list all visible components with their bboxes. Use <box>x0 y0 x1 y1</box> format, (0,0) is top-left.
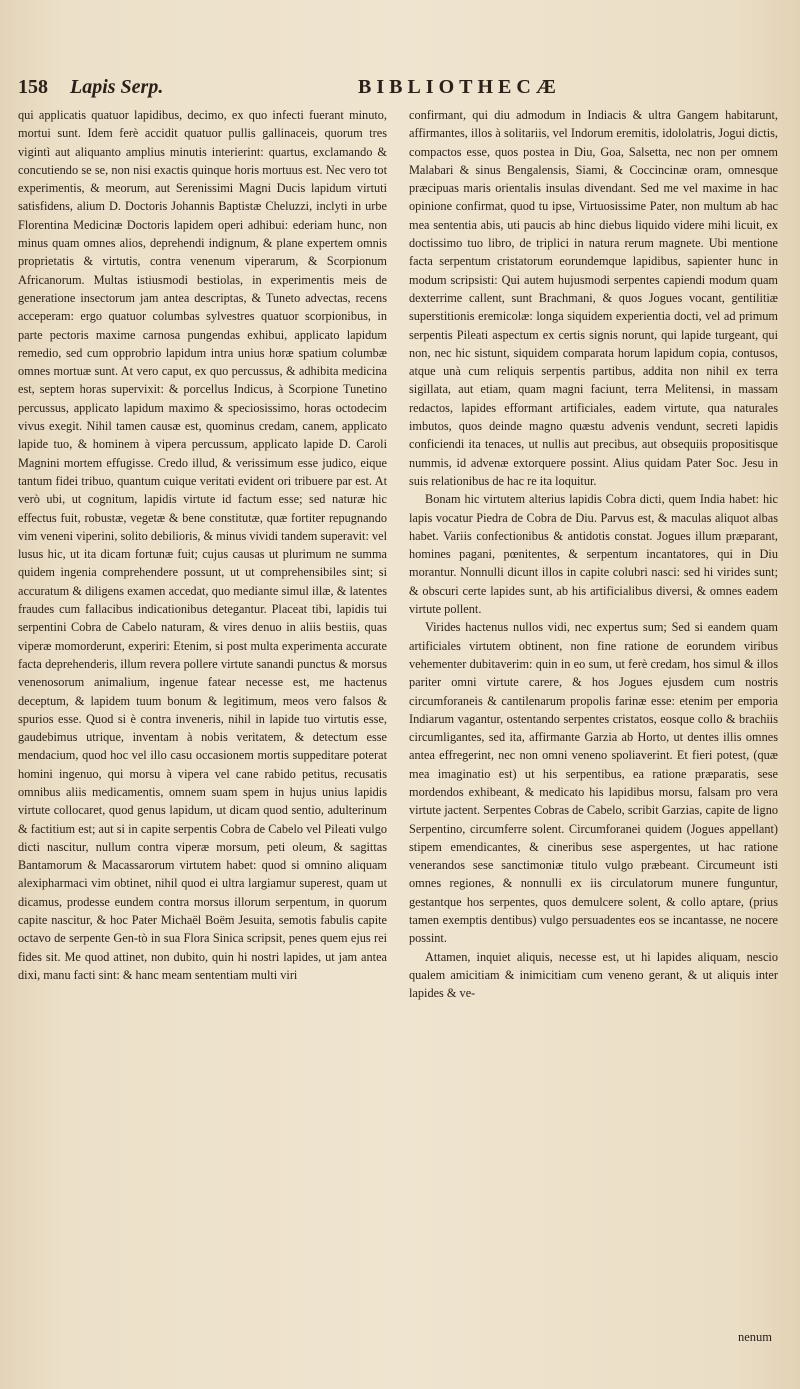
paragraph: Bonam hic virtutem alterius lapidis Cobra dicti, quem India habet: hic lapis vocatur Piedra de Cobra de Diu. Parvus est, & maculas aliquot albas habet. Variis confectionibus & antidotis constat. Jogues illum præparant, homines pagani, pœnitentes, & serpentum incantatores, qui in Diu morantur. Nonnulli dicunt illos in capite colubri nasci: sed hi virides sunt; & obscuri certe lapides sunt, ab his artificialibus diversi, & omnes eadem virtute pollent. <box>409 492 778 617</box>
paragraph: Virides hactenus nullos vidi, nec expertus sum; Sed si eandem quam artificiales virtutem obtinent, non fine ratione de eorundem viribus vehementer dubitaverim: quin in eo sum, ut ferè credam, hos simul & illos pariter omni virtute carere, & hos Jogues ejusdem cum nostris circumforaneis & cantilenarum propolis farinæ esse: etenim per emporia Indiarum vagantur, ostentando serpentes cristatos, eosque collo & brachiis circumligantes, sed ita, affirmante Garzia ab Horto, ut dentes illis omnes antea effregerint, nec non omni veneno spoliaverint. Et fieri potest, (quæ mea imaginatio est) ut his serpentibus, ea ratione præparatis, sese mordendos exhibeant, & medicato his lapidibus morsu, falsam pro vera virtute jactent. Serpentes Cobras de Cabelo, scribit Garzias, capite de ligno Serpentino, circumferre solent. Circumforanei quidem (Jogues appellant) stipem emendicantes, & cineribus sese aspergentes, ut hac ratione venerandos sese sanctimoniæ titulo vulgo præbeant. Circumeunt isti omnes regiones, & nonnulli ex iis circulatorum munere funguntur, gestantque hos serpentes, quos demulcere solent, & collo aptare, (prius tamen exemptis dentibus) vulgo persuadentes eos se incantasse, ne nocere possint. <box>409 620 778 946</box>
paragraph: qui applicatis quatuor lapidibus, decimo, ex quo infecti fuerant minuto, mortui sunt. Idem ferè accidit quatuor pullis gallinaceis, quorum tres vigintì aut aliquanto amplius minutis interierint: quartus, exclamando & concutiendo se se, non nisi exactis quinque horis mortuus est. Nec vero tot experimentis, & meorum, aut Serenissimi Magni Ducis lapidum virtuti satisfidens, alium D. Doctoris Johannis Baptistæ Cheluzzi, inclyti in urbe Florentina Medicinæ Doctoris lapidem operi adhibui: ederiam hunc, non minus quam omnes alios, deprehendi indignum, & plane expertem omnis proprietatis & virtutis, contra venenum viperarum, & Scorpionum Africanorum. Multas istiusmodi bestiolas, in experimentis meis de generatione insectorum jam antea descriptas, & Tuneto advectas, recens acceperam: ergo quatuor columbas sylvestres quatuor scorpionibus, in parte pectoris maxime carnosa pungendas exhibui, applicato lapidum remedio, sed cum opprobrio lapidum intra unius horæ spatium columbæ omnes mortuæ sunt. At vero caput, ex quo percussus, & adhibita medicina est, septem horas supervixit: & porcellus Indicus, à Scorpione Tunetino percussus, applicato lapidum maximo & speciosissimo, horas octodecim vivus exegit. Nihil tamen causæ est, quominus credam, canem, applicato lapide tuo, & hominem à vipera percussum, applicato lapide D. Caroli Magnini mortem effugisse. Credo illud, & verissimum esse judico, eique tantum fidei tribuo, quantum cuique veritati evident ori tribuere par est. At verò ubi, ut cognitum, lapidis virtute id factum esse; sed naturæ hic effectus fuit, robustæ, vegetæ & bene constitutæ, quæ fortiter repugnando vim veneni viperini, solito debilioris, & minus vividi tandem superavit: vel lusus hic, ut ita dicam fortunæ fuit; cujus causas ut plurimum ne summa quidem ingenia comprehendere possunt, ut ut comprehensibiles sint; si accuratum & diligens examen accedat, quo mediante simul illæ, & latentes fraudes cum fallacibus indicationibus detegantur. Placeat tibi, lapidis tui serpentini Cobra de Cabelo naturam, & vires denuo in aliis bestiis, quas viperæ momorderunt, experiri: Etenim, si post multa experimenta accurate facta deprehenderis, illum revera pollere virtute sanandi punctus & morsus venenosorum animalium, ingenue fatear necesse est, me hactenus deceptum, & lapidem tuum bonum & legitimum, meos vero falsos & spurios esse. Quod si è contra inveneris, nihil in lapide tuo virtutis esse, gaudebimus utrique, inventam à nobis veritatem, & detectum esse mendacium, quod hoc vel illo casu occasionem mortis suppeditare poterat homini ingenuo, qui morsu à vipera vel cane rabido petitus, recusatis omnibus aliis medicamentis, omnem suam spem in hujus unius lapidis virtute collocaret, quod genus lapidum, ut dicam quod sentio, adulterinum & factitium est; aut si in capite serpentis Cobra de Cabelo vel Pileati vulgo dicti nascitur, nullum contra viperæ morsum, peti oleum, & sagittas Bantamorum & Macassarorum virtutem habet: quod si omnino aliquam alexipharmaci vim obtinet, nihil quod ei ultra largiamur superest, quam ut dicamus, prodesse eundem contra morsus illorum serpentum, in quorum capite nascitur, & hoc Pater Michaël Boëm Jesuita, semotis fabulis capite octavo de serpente Gen-tò in sua Flora Sinica scripsit, penes quem ejus rei fides sit. Me quod attinet, non dubito, quin hi nostri lapides, ut jam antea dixi, manu facti sint: & hanc meam sententiam multi viri <box>18 108 387 982</box>
text-columns <box>18 106 778 1381</box>
left-column <box>18 106 387 1381</box>
page-header <box>18 76 778 102</box>
paragraph: confirmant, qui diu admodum in Indiacis & ultra Gangem habitarunt, affirmantes, illos à solitariis, vel Indorum eremitis, idololatris, Jogui dictis, compactos esse, quos postea in Diu, Goa, Salsetta, nec non per omnem Malabari & sinus Bengalensis, Siami, & Coccincinæ oram, omnesque præcipuas maris orientalis insulas divendant. Sed me vel maxime in hac opinione confirmat, quod tu ipse, Virtuosissime Pater, non multum ab hac mea sententia abis, uti paucis ab hinc diebus liquido videre mihi licuit, ex doctissimo tuo libro, de triplici in natura rerum magnete. Ubi mentione facta serpentum cristatorum eorundemque lapidibus, sapienter hunc in modum scripsisti: Qui autem hujusmodi serpentes capiendi modum quam dexterrime callent, sunt Brachmani, & quos Jogues vocant, gentilitiæ superstitionis eremicolæ: longa siquidem experientia docti, vel ad primum serpentis Pileati aspectum ex certis signis norunt, qui lapide turgeant, qui non, nec hic sistunt, siquidem comparata horum lapidum copia, contusos, atque unà cum reliquis serpentis partibus, addita non nihil ex terra sigillata, aut etiam, quam magni faciunt, terra Melitensi, in massam redactos, lapides efformant artificiales, eadem virtute, qua naturales imbutos, quos deinde magno quæstu advenis vendunt, secreti lapidis conficiendi ita tenaces, ut nullis aut precibus, aut obsequiis propositisque nummis, id advenæ extorquere possint. Alius quidam Pater Soc. Jesu in suis relationibus de hac re ita loquitur. <box>409 108 778 488</box>
paragraph: Attamen, inquiet aliquis, necesse est, ut hi lapides aliquam, nescio qualem amicitiam & inimicitiam cum veneno gerant, & ut aliquis inter lapides & ve- <box>409 949 778 1001</box>
page-title: BIBLIOTHECÆ <box>358 76 561 98</box>
right-column <box>409 106 778 1381</box>
running-title: Lapis Serp. <box>70 76 164 98</box>
catchword: nenum <box>737 1330 772 1344</box>
page-number: 158 <box>18 76 48 98</box>
